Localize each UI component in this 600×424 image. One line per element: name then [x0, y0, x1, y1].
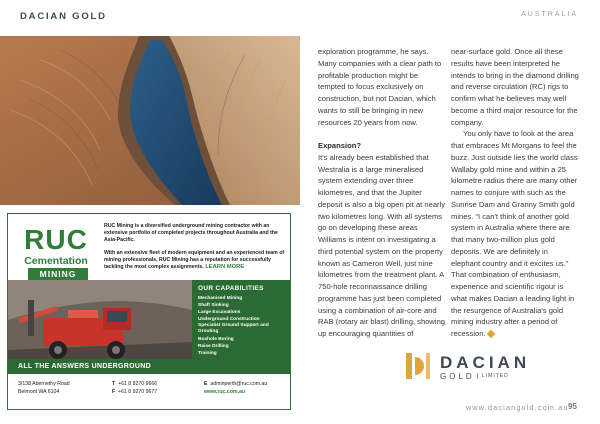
ad-intro-2-body: With an extensive fleet of modern equipment and an experienced team of mining professionals, RUC Mining has a reputation for successfully tackling the most complex assignments.	[104, 250, 285, 270]
dacian-logo-limited: LIMITED	[477, 373, 509, 379]
article-paragraph: It's already been established that Westralia is a large mineralised system extending over three kilometres, and that the Jupiter deposit is also a big open pit at nearly two kilometres long. With all systems go on developing these areas Williams is intent on investigating a third potential system on the property known as Cameron Well, just nine kilometres from the treatment plant. A 750-hole reconnaissance drilling programme has just been completed using a combination of air-core and RAB (rotary air blast) drilling, showing up encouraging quantities of	[318, 152, 446, 338]
phone-label: T	[112, 381, 116, 387]
article-paragraph: exploration programme, he says. Many companies with a clear path to profitable production might be tempted to focus exclusively on construction, but not Dacian, which wants to still be bringing in new resources 20 years from now.	[318, 47, 442, 127]
capabilities-title: OUR CAPABILITIES	[198, 285, 264, 292]
ad-tagline-banner: ALL THE ANSWERS UNDERGROUND	[8, 359, 192, 374]
header-section: AUSTRALIA	[521, 11, 578, 18]
ad-phone-numbers	[112, 381, 157, 396]
email-link[interactable]: adminperth@ruc.com.au	[210, 381, 268, 387]
capability-item: Mechanised Mining	[198, 296, 243, 301]
mine-photo	[0, 0, 300, 205]
capabilities-box	[192, 280, 291, 374]
fax-number: +61 8 9270 9677	[118, 388, 158, 395]
address-line-1: 3/138 Abernethy Road	[18, 381, 70, 387]
capability-item: Specialist Ground Support and Grouting	[198, 323, 269, 334]
website-link[interactable]: www.ruc.com.au	[204, 388, 246, 395]
article-paragraph-final	[451, 128, 579, 340]
open-pit-mine-illustration	[0, 0, 300, 205]
capability-item: Raise Drilling	[198, 343, 229, 349]
article-column-2	[451, 46, 579, 340]
learn-more-link[interactable]: LEARN MORE	[205, 264, 245, 270]
ad-intro-text: RUC Mining is a diversified underground mining contractor with an extensive portfolio of completed projects throughout Australia and the Asia-Pacific.	[104, 223, 278, 243]
header-brand: DACIAN GOLD	[20, 11, 107, 22]
dacian-emblem-icon	[402, 349, 434, 383]
phone-number[interactable]: +61 8 9270 9666	[118, 381, 158, 387]
address-line-2: Belmont WA 6104	[18, 388, 60, 395]
end-of-article-icon	[486, 330, 494, 338]
ad-address	[18, 381, 70, 396]
ruc-logo-cementation: Cementation	[24, 255, 88, 267]
capability-item: Underground Construction	[198, 317, 260, 322]
ruc-logo-mining: MINING	[28, 268, 88, 280]
article-paragraph: near-surface gold. Once all these results have been interpreted he intends to bring in the diamond drilling and reverse circulation (RC) rigs to confirm what he believes may well become a third major resource for the company.	[451, 47, 579, 127]
ad-intro-text-2	[104, 250, 286, 271]
capability-item: Large Excavations	[198, 310, 241, 315]
fax-label: F	[112, 388, 116, 395]
article-subheading: Expansion?	[318, 141, 362, 150]
capability-item: Shaft Sinking	[198, 303, 229, 308]
article-column-1	[318, 46, 446, 340]
capability-item: Training	[198, 350, 217, 356]
ad-online-contact	[204, 381, 267, 396]
dacian-logo-gold: GOLD	[440, 372, 475, 381]
dacian-logo-name: DACIAN	[440, 353, 531, 372]
article-final-text: You only have to look at the area that embraces Mt Morgans to feel the buzz. Just outside lies the world class Wallaby gold mine and within a 25 kilometre radius there are many other names to conjure with such as the Sunrise Dam and Granny Smith gold mines. “I can't think of another gold system in Australia where there are that many two-million plus gold deposits. We are definitely in elephant country and it excites us.” That combination of enthusiasm, experience and scientific rigour is what makes Dacian a leading light in the resurgence of Australia's gold mining industry after a period of recession.	[451, 129, 578, 338]
ruc-logo	[14, 224, 98, 284]
dacian-gold-logo	[402, 348, 531, 384]
ruc-logo-letters: RUC	[24, 224, 88, 255]
footer-url[interactable]: www.daciangold.com.au	[466, 403, 569, 412]
email-label: E	[204, 381, 208, 387]
page-number: 95	[568, 402, 577, 411]
ruc-advertisement[interactable]	[7, 213, 291, 410]
capability-item: Boxhole Boring	[198, 336, 234, 342]
